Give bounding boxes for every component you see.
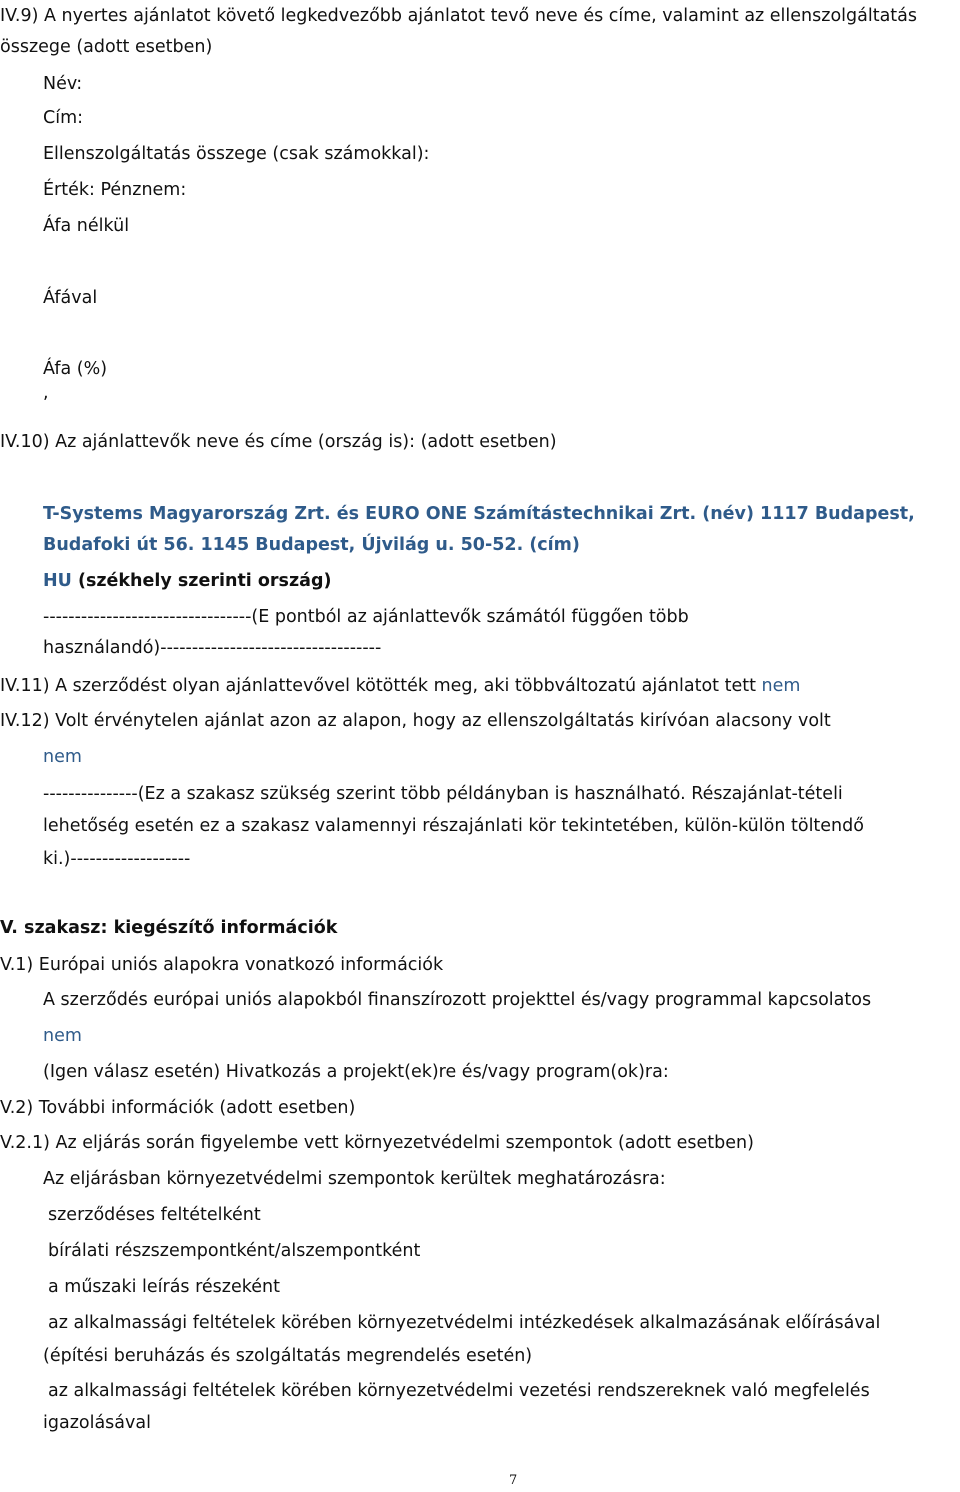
v21-option-evaluation: bírálati részszempontként/alszempontként xyxy=(48,1241,421,1261)
iv9-without-vat-label: Áfa nélkül xyxy=(43,216,130,236)
iv9-with-vat-label: Áfával xyxy=(43,288,98,308)
iv12-note-line2: lehetőség esetén ez a szakasz valamennyi részajánlati kör tekintetében, külön-külön töltendő xyxy=(43,816,864,836)
iv10-note-line1: ---------------------------------(E pontból az ajánlattevők számától függően több xyxy=(43,607,689,627)
iv10-country-code: HU xyxy=(43,571,72,591)
iv9-comma: , xyxy=(43,383,49,403)
iv9-heading-line2: összege (adott esetben) xyxy=(0,37,213,57)
v21-option-measures-line1: az alkalmassági feltételek körében környezetvédelmi intézkedések alkalmazásának előírásával xyxy=(48,1313,881,1333)
iv10-bidder-line1 xyxy=(43,501,915,527)
v1-text: A szerződés európai uniós alapokból finanszírozott projekttel és/vagy programmal kapcsolatos xyxy=(43,990,872,1010)
v1-heading: V.1) Európai uniós alapokra vonatkozó információk xyxy=(0,955,444,975)
iv10-country-tag: (székhely szerinti ország) xyxy=(77,571,332,591)
v21-option-technical: a műszaki leírás részeként xyxy=(48,1277,280,1297)
iv12-text: IV.12) Volt érvénytelen ajánlat azon az alapon, hogy az ellenszolgáltatás kirívóan alacsony volt xyxy=(0,711,831,731)
iv9-value-currency-label: Érték: Pénznem: xyxy=(43,180,187,200)
iv11-line xyxy=(0,673,800,699)
v21-option-management-line2: igazolásával xyxy=(43,1413,151,1433)
iv10-address-line1: 1117 Budapest, xyxy=(760,504,915,524)
iv12-answer: nem xyxy=(43,747,82,767)
v21-heading: V.2.1) Az eljárás során figyelembe vett környezetvédelmi szempontok (adott esetben) xyxy=(0,1133,754,1153)
iv12-note-line3: ki.)------------------- xyxy=(43,849,191,869)
iv10-bidder-line2 xyxy=(43,532,580,558)
v21-option-measures-line2: (építési beruházás és szolgáltatás megrendelés esetén) xyxy=(43,1346,533,1366)
iv10-address-tag: (cím) xyxy=(529,535,580,555)
v2-heading: V.2) További információk (adott esetben) xyxy=(0,1098,356,1118)
v1-reference-label: (Igen válasz esetén) Hivatkozás a projekt(ek)re és/vagy program(ok)ra: xyxy=(43,1062,669,1082)
iv10-country-line xyxy=(43,568,332,594)
iv9-amount-label: Ellenszolgáltatás összege (csak számokkal): xyxy=(43,144,430,164)
iv9-heading-line1: IV.9) A nyertes ajánlatot követő legkedvezőbb ajánlatot tevő neve és címe, valamint az ellenszolgáltatás xyxy=(0,6,917,26)
iv11-text: IV.11) A szerződést olyan ajánlattevővel kötötték meg, aki többváltozatú ajánlatot tett xyxy=(0,676,756,696)
iv10-name-tag: (név) xyxy=(702,504,754,524)
v21-intro: Az eljárásban környezetvédelmi szempontok kerültek meghatározásra: xyxy=(43,1169,666,1189)
section-v-heading: V. szakasz: kiegészítő információk xyxy=(0,918,338,938)
iv9-vat-percent-label: Áfa (%) xyxy=(43,359,108,379)
iv11-answer: nem xyxy=(761,676,801,696)
v1-answer: nem xyxy=(43,1026,82,1046)
iv9-address-label: Cím: xyxy=(43,108,84,128)
iv10-address-line2: Budafoki út 56. 1145 Budapest, Újvilág u. 50-52. xyxy=(43,535,524,555)
iv9-name-label: Név: xyxy=(43,74,83,94)
iv10-bidder-names: T-Systems Magyarország Zrt. és EURO ONE Számítástechnikai Zrt. xyxy=(43,504,697,524)
iv12-note-line1: ---------------(Ez a szakasz szükség szerint több példányban is használható. Részajánlat-tételi xyxy=(43,784,843,804)
iv10-heading: IV.10) Az ajánlattevők neve és címe (ország is): (adott esetben) xyxy=(0,432,557,452)
v21-option-management-line1: az alkalmassági feltételek körében környezetvédelmi vezetési rendszereknek való megfelelés xyxy=(48,1381,870,1401)
iv10-note-line2: használandó)----------------------------------- xyxy=(43,638,382,658)
v21-option-contract: szerződéses feltételként xyxy=(48,1205,261,1225)
page-number: 7 xyxy=(509,1473,518,1488)
